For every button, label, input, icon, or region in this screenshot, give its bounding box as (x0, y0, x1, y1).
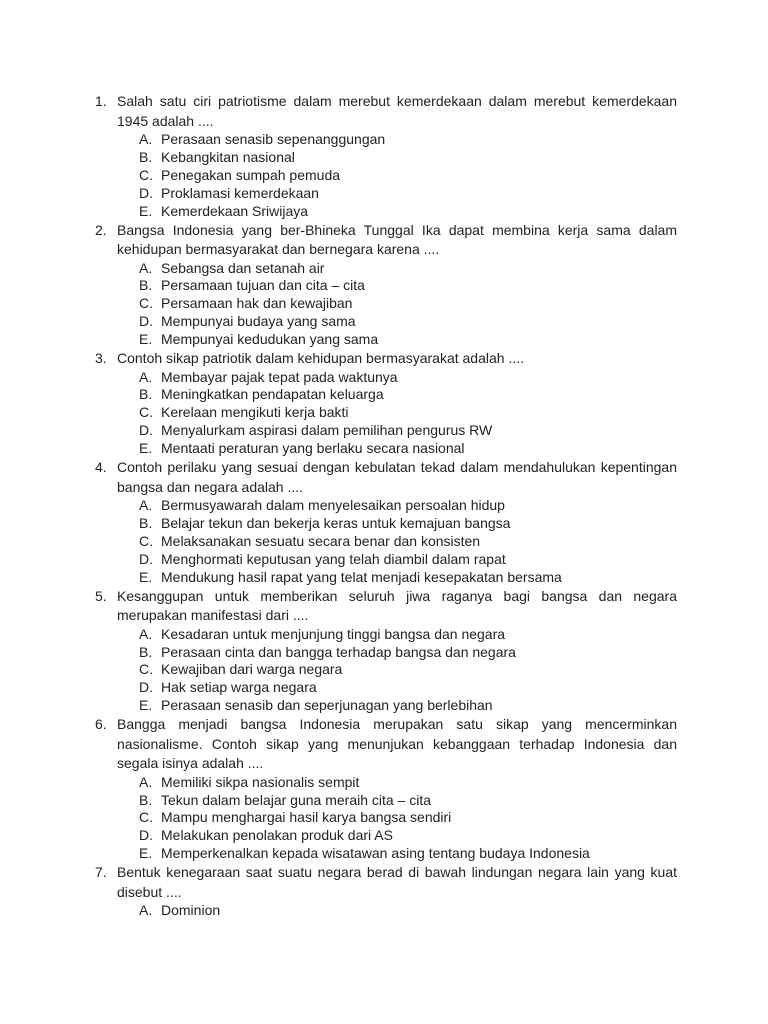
option-letter: D. (139, 184, 153, 201)
option-list (117, 131, 677, 221)
question (95, 221, 677, 350)
option-text: Memiliki sikpa nasionalis sempit (161, 773, 360, 790)
option-text: Menyalurkam aspirasi dalam pemilihan pengurus RW (161, 422, 493, 439)
option-text: Melakukan penolakan produk dari AS (161, 827, 393, 844)
option-text: Mentaati peraturan yang berlaku secara nasional (161, 440, 465, 457)
option-list (117, 369, 677, 459)
question-text: Kesanggupan untuk memberikan seluruh jiwa raganya bagi bangsa dan negara merupakan manifestasi dari .... (117, 587, 677, 624)
question (95, 863, 677, 920)
option-list (117, 626, 677, 716)
answer-option (117, 203, 677, 221)
option-text: Mendukung hasil rapat yang telat menjadi kesepakatan bersama (161, 568, 562, 585)
option-letter: A. (139, 131, 153, 147)
option-letter: C. (139, 295, 153, 312)
question-number: 7. (95, 864, 107, 881)
question-text: Bentuk kenegaraan saat suatu negara berad di bawah lindungan negara lain yang kuat disebut .... (117, 864, 677, 900)
option-letter: B. (139, 791, 153, 808)
answer-option (117, 697, 677, 715)
option-text: Bermusyawarah dalam menyelesaikan persoalan hidup (161, 497, 505, 514)
question-number: 4. (95, 459, 107, 476)
option-text: Kesadaran untuk menjunjung tinggi bangsa dan negara (161, 625, 506, 642)
option-text: Perasaan senasib sepenanggungan (161, 131, 386, 147)
answer-option (117, 644, 677, 662)
option-text: Kebangkitan nasional (161, 148, 295, 165)
option-letter: B. (139, 515, 153, 531)
option-letter: A. (139, 625, 153, 642)
option-letter: A. (139, 902, 153, 919)
question-number: 6. (95, 716, 107, 733)
answer-option (117, 533, 677, 551)
option-list (117, 902, 677, 920)
option-letter: E. (139, 440, 153, 457)
option-text: Belajar tekun dan bekerja keras untuk kemajuan bangsa (161, 515, 511, 531)
option-text: Melaksanakan sesuatu secara benar dan konsisten (161, 532, 481, 549)
answer-option (117, 827, 677, 845)
option-letter: A. (139, 497, 153, 514)
answer-option (117, 626, 677, 644)
option-text: Kerelaan mengikuti kerja bakti (161, 404, 349, 421)
answer-option (117, 515, 677, 533)
option-text: Perasaan cinta dan bangga terhadap bangsa dan negara (161, 643, 516, 660)
answer-option (117, 167, 677, 185)
option-text: Mampu menghargai hasil karya bangsa sendiri (161, 809, 452, 826)
question (95, 92, 677, 221)
question-number: 2. (95, 221, 107, 238)
option-letter: D. (139, 550, 153, 567)
option-text: Kewajiban dari warga negara (161, 661, 343, 678)
option-text: Perasaan senasib dan seperjunagan yang berlebihan (161, 697, 493, 714)
option-text: Membayar pajak tepat pada waktunya (161, 368, 398, 385)
option-letter: D. (139, 313, 153, 330)
option-letter: C. (139, 532, 153, 549)
option-text: Tekun dalam belajar guna meraih cita – cita (161, 791, 432, 808)
option-letter: E. (139, 568, 153, 585)
option-letter: D. (139, 827, 153, 844)
option-letter: C. (139, 404, 153, 421)
option-letter: D. (139, 679, 153, 696)
answer-option (117, 331, 677, 349)
option-letter: E. (139, 331, 153, 348)
answer-option (117, 809, 677, 827)
question-number: 5. (95, 587, 107, 604)
question (95, 458, 677, 587)
question (95, 715, 677, 863)
answer-option (117, 497, 677, 515)
answer-option (117, 149, 677, 167)
answer-option (117, 369, 677, 387)
answer-option (117, 260, 677, 278)
question-text: Contoh perilaku yang sesuai dengan kebulatan tekad dalam mendahulukan kepentingan bangsa dan negara adalah .... (117, 459, 677, 495)
option-letter: B. (139, 148, 153, 165)
option-letter: C. (139, 661, 153, 678)
option-letter: A. (139, 259, 153, 276)
answer-option (117, 313, 677, 331)
answer-option (117, 185, 677, 203)
option-text: Menghormati keputusan yang telah diambil dalam rapat (161, 550, 506, 567)
option-text: Hak setiap warga negara (161, 679, 317, 696)
option-letter: E. (139, 845, 153, 862)
option-letter: E. (139, 202, 153, 219)
answer-option (117, 551, 677, 569)
answer-option (117, 404, 677, 422)
answer-option (117, 774, 677, 792)
question (95, 349, 677, 458)
option-text: Kemerdekaan Sriwijaya (161, 202, 309, 219)
option-text: Memperkenalkan kepada wisatawan asing tentang budaya Indonesia (161, 845, 590, 862)
answer-option (117, 845, 677, 863)
question-text: Contoh sikap patriotik dalam kehidupan bermasyarakat adalah .... (117, 350, 525, 367)
option-list (117, 774, 677, 864)
answer-option (117, 679, 677, 697)
option-letter: C. (139, 809, 153, 826)
answer-option (117, 131, 677, 149)
option-text: Dominion (161, 902, 221, 919)
answer-option (117, 422, 677, 440)
option-text: Persamaan hak dan kewajiban (161, 295, 353, 312)
option-text: Penegakan sumpah pemuda (161, 166, 341, 183)
option-text: Proklamasi kemerdekaan (161, 184, 319, 201)
question-text: Bangga menjadi bangsa Indonesia merupakan satu sikap yang mencerminkan nasionalisme. Contoh sikap yang menunjukan kebanggaan terhadap Indonesia dan segala isinya adalah .... (117, 716, 677, 772)
option-list (117, 260, 677, 350)
option-text: Meningkatkan pendapatan keluarga (161, 386, 384, 403)
question-number: 1. (95, 93, 107, 109)
option-letter: B. (139, 386, 153, 403)
answer-option (117, 386, 677, 404)
answer-option (117, 295, 677, 313)
answer-option (117, 792, 677, 810)
option-letter: A. (139, 368, 153, 385)
answer-option (117, 902, 677, 920)
option-text: Mempunyai budaya yang sama (161, 313, 356, 330)
option-letter: B. (139, 277, 153, 294)
question-list (95, 92, 677, 920)
question-text: Bangsa Indonesia yang ber-Bhineka Tunggal Ika dapat membina kerja sama dalam kehidupan bermasyarakat dan bernegara karena .... (117, 221, 677, 258)
option-letter: C. (139, 166, 153, 183)
option-text: Persamaan tujuan dan cita – cita (161, 277, 365, 294)
answer-option (117, 569, 677, 587)
option-text: Mempunyai kedudukan yang sama (161, 331, 379, 348)
option-letter: B. (139, 643, 153, 660)
question-number: 3. (95, 350, 107, 367)
option-list (117, 497, 677, 587)
question (95, 587, 677, 716)
option-letter: A. (139, 773, 153, 790)
option-letter: D. (139, 422, 153, 439)
answer-option (117, 440, 677, 458)
option-letter: E. (139, 697, 153, 714)
answer-option (117, 277, 677, 295)
answer-option (117, 661, 677, 679)
option-text: Sebangsa dan setanah air (161, 259, 325, 276)
question-text: Salah satu ciri patriotisme dalam merebut kemerdekaan dalam merebut kemerdekaan 1945 adalah .... (117, 93, 677, 129)
